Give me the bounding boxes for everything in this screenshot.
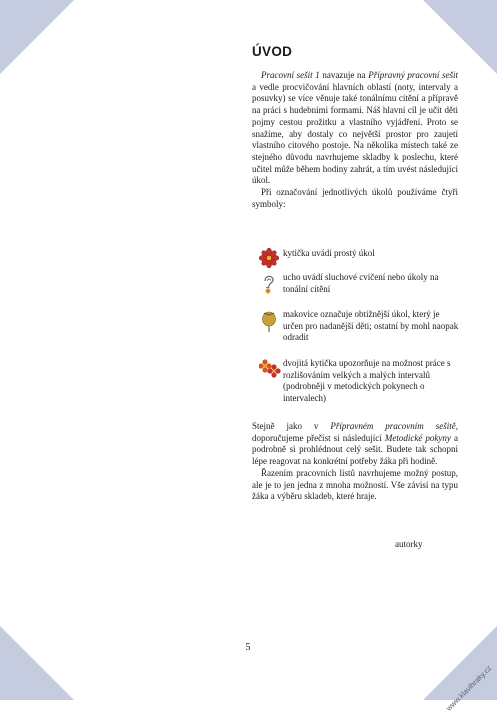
corner-decoration-top-right [423, 0, 497, 74]
book-title-4: Metodické pokyny [384, 432, 451, 443]
symbol-text: ucho uvádí sluchové cvičení nebo úkoly na tonální cítění [283, 272, 439, 294]
book-title-3: Přípravném pracovním sešitě [330, 421, 456, 431]
flower-icon [259, 248, 279, 268]
page-heading: ÚVOD [252, 44, 293, 59]
text-span: Řazením pracovních listů navrhujeme možný postup, ale je to jen jedna z mnoha možností. Vše závisí na typu žáka a výběru skladeb, které hraje. [252, 467, 458, 502]
page-number: 5 [245, 642, 251, 653]
symbol-text: dvojitá kytička upozorňuje na možnost práce s rozlišováním velkých a malých intervalů (podrobněji v metodických pokynech o intervalech) [283, 358, 451, 404]
poppy-icon [259, 309, 279, 333]
book-title-1: Pracovní sešit 1 [261, 70, 320, 80]
text-span: Při označování jednotlivých úkolů používáme čtyři symboly: [252, 187, 458, 209]
symbol-text: kytička uvádí prostý úkol [283, 248, 375, 258]
corner-decoration-bottom-left [0, 626, 74, 700]
text-span: navazuje na [319, 70, 369, 80]
text-span: a podrobně si prohlédnout celý sešit. Budete tak schopni lépe reagovat na konkrétní potřeby žáka při hodině. [252, 432, 458, 467]
text-span: , doporučujeme přečíst si následující [252, 421, 458, 443]
ear-icon [259, 272, 279, 296]
text-span: Stejně jako v [252, 421, 331, 431]
book-title-2: Přípravný pracovní sešit [368, 70, 458, 80]
text-span: a vedle procvičování hlavních oblastí (noty, intervaly a posuvky) se více věnuje také tonálnímu cítění a přípravě na práci s hudebními formami. Náš hlavní cíl je učit děti pojmy cestou prožitku a vlastního vyjádření. Proto se snažíme, aby dostaly co největší prostor pro zaujetí vlastního citového postoje. Na několika místech také ze stejného důvodu navrhujeme skladby k poslechu, které učitel může během hodiny zahrát, a tím uvést následující úkol. [252, 81, 458, 186]
signature: autorky [395, 539, 423, 549]
watermark: www.klavihraky.cz [443, 663, 493, 713]
double-flower-icon [259, 358, 281, 378]
closing-paragraph [252, 421, 458, 503]
intro-paragraph [252, 70, 458, 210]
corner-decoration-top-left [0, 0, 74, 74]
symbol-text: makovice označuje obtížnější úkol, který je určen pro nadanější děti; ostatní by mohl naopak odradit [283, 309, 459, 343]
